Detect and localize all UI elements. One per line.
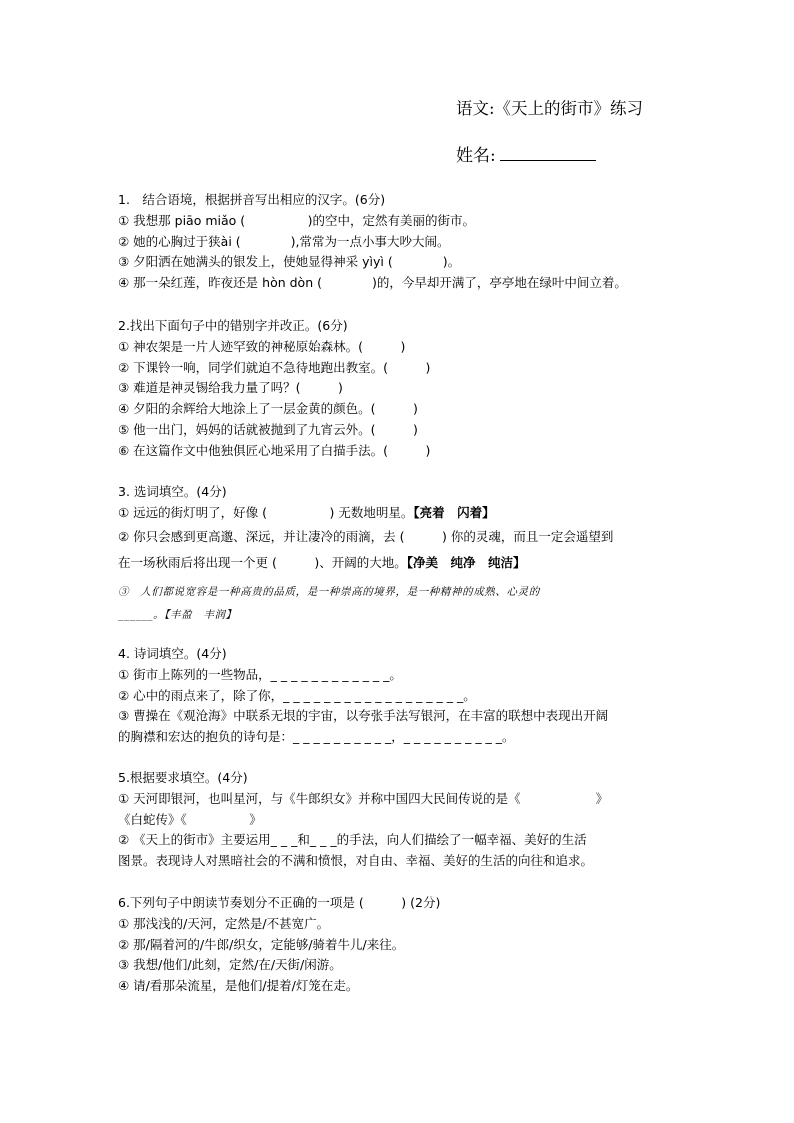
question-6-option: ② 那/隔着河的/牛郎/织女，定能够/骑着牛儿/来往。: [118, 936, 405, 952]
question-4-item: ① 街市上陈列的一些物品，_ _ _ _ _ _ _ _ _ _ _ _。: [118, 666, 402, 682]
question-3-item-1-text: ① 远远的街灯明了，好像 ( ) 无数地明星。: [118, 504, 414, 520]
question-3-item: ③ 人们都说宽容是一种高贵的品质，是一种崇高的境界，是一种精神的成熟、心灵的: [118, 585, 540, 598]
question-3-item: [118, 550, 678, 576]
worksheet-title: 语文:《天上的街市》练习: [456, 99, 644, 118]
question-4-heading: 4. 诗词填空。(4分): [118, 646, 227, 661]
question-6-heading: 6.下列句子中朗读节奏划分不正确的一项是 ( ) (2分): [118, 895, 441, 910]
name-label: 姓名:: [456, 146, 496, 166]
question-3-heading: 3. 选词填空。(4分): [118, 484, 227, 499]
question-3-item-2-text: 在一场秋雨后将出现一个更 ( )、开阔的大地。: [118, 554, 407, 570]
question-2-item: ① 神农架是一片人迹罕致的神秘原始森林。( ): [118, 338, 406, 354]
question-6: [118, 893, 678, 997]
question-3-item: ______。【丰盈 丰润】: [118, 608, 237, 621]
question-4-item: ② 心中的雨点来了，除了你，_ _ _ _ _ _ _ _ _ _ _ _ _ _ _ _ _ _。: [118, 687, 476, 703]
question-2-item: ④ 夕阳的余辉给大地涂上了一层金黄的颜色。( ): [118, 401, 418, 417]
question-6-option: ① 那浅浅的/天河，定然是/不甚宽广。: [118, 915, 330, 931]
question-3-item: [118, 503, 678, 524]
name-blank-line: [500, 146, 596, 161]
question-1-item: ② 她的心胸过于狭ài ( ),常常为一点小事大吵大闹。: [118, 233, 450, 249]
question-4-item: ③ 曹操在《观沧海》中联系无垠的宇宙，以夸张手法写银河，在丰富的联想中表现出开阔: [118, 708, 609, 724]
question-3-item: ② 你只会感到更高邈、深远，并让凄冷的雨滴，去 ( ) 你的灵魂，而且一定会遥望到: [118, 528, 614, 544]
question-5: [118, 768, 678, 872]
question-2-heading: 2.找出下面句子中的错别字并改正。(6分): [118, 318, 348, 333]
question-2-item: ⑤ 他一出门，妈妈的话就被抛到了九宵云外。( ): [118, 421, 418, 437]
question-6-option: ③ 我想/他们/此刻，定然/在/天街/闲游。: [118, 957, 342, 973]
question-2-item: ③ 难道是神灵锡给我力量了吗？( ): [118, 380, 343, 396]
question-5-item: 《白蛇传》《 》: [118, 811, 262, 827]
question-5-item: ② 《天上的街市》主要运用_ _ _和_ _ _的手法，向人们描绘了一幅幸福、美好的生活: [118, 832, 587, 848]
question-4: [118, 644, 678, 748]
question-3: [118, 482, 678, 626]
question-1-item: ④ 那一朵红莲，昨夜还是 hòn dòn ( )的，今早却开满了，亭亭地在绿叶中间立着。: [118, 275, 627, 291]
question-5-item: 图景。表现诗人对黑暗社会的不满和愤恨，对自由、幸福、美好的生活的向往和追求。: [118, 853, 594, 869]
question-1-item: ③ 夕阳洒在她满头的银发上，使她显得神采 yìyì ( )。: [118, 254, 461, 270]
question-1-heading: 1. 结合语境，根据拼音写出相应的汉字。(6分): [118, 192, 386, 207]
question-2-item: ② 下课铃一响，同学们就迫不急待地跑出教室。( ): [118, 359, 431, 375]
question-5-heading: 5.根据要求填空。(4分): [118, 770, 248, 785]
name-field: [456, 141, 596, 166]
question-6-option: ④ 请/看那朵流星，是他们/提着/灯笼在走。: [118, 978, 359, 994]
question-2-item: ⑥ 在这篇作文中他独俱匠心地采用了白描手法。( ): [118, 442, 431, 458]
question-2: [118, 316, 678, 462]
question-5-item: ① 天河即银河，也叫星河，与《牛郎织女》并称中国四大民间传说的是《 》: [118, 790, 609, 806]
question-1: [118, 190, 678, 294]
question-3-item-2-options: 【净美 纯净 纯洁】: [406, 554, 526, 570]
question-4-item: 的胸襟和宏达的抱负的诗句是：_ _ _ _ _ _ _ _ _ _，_ _ _ _ _ _ _ _ _ _。: [118, 729, 515, 745]
question-1-item: ① 我想那 piāo miǎo ( )的空中，定然有美丽的街市。: [118, 212, 476, 228]
question-3-item-1-options: 【亮着 闪着】: [413, 504, 495, 520]
